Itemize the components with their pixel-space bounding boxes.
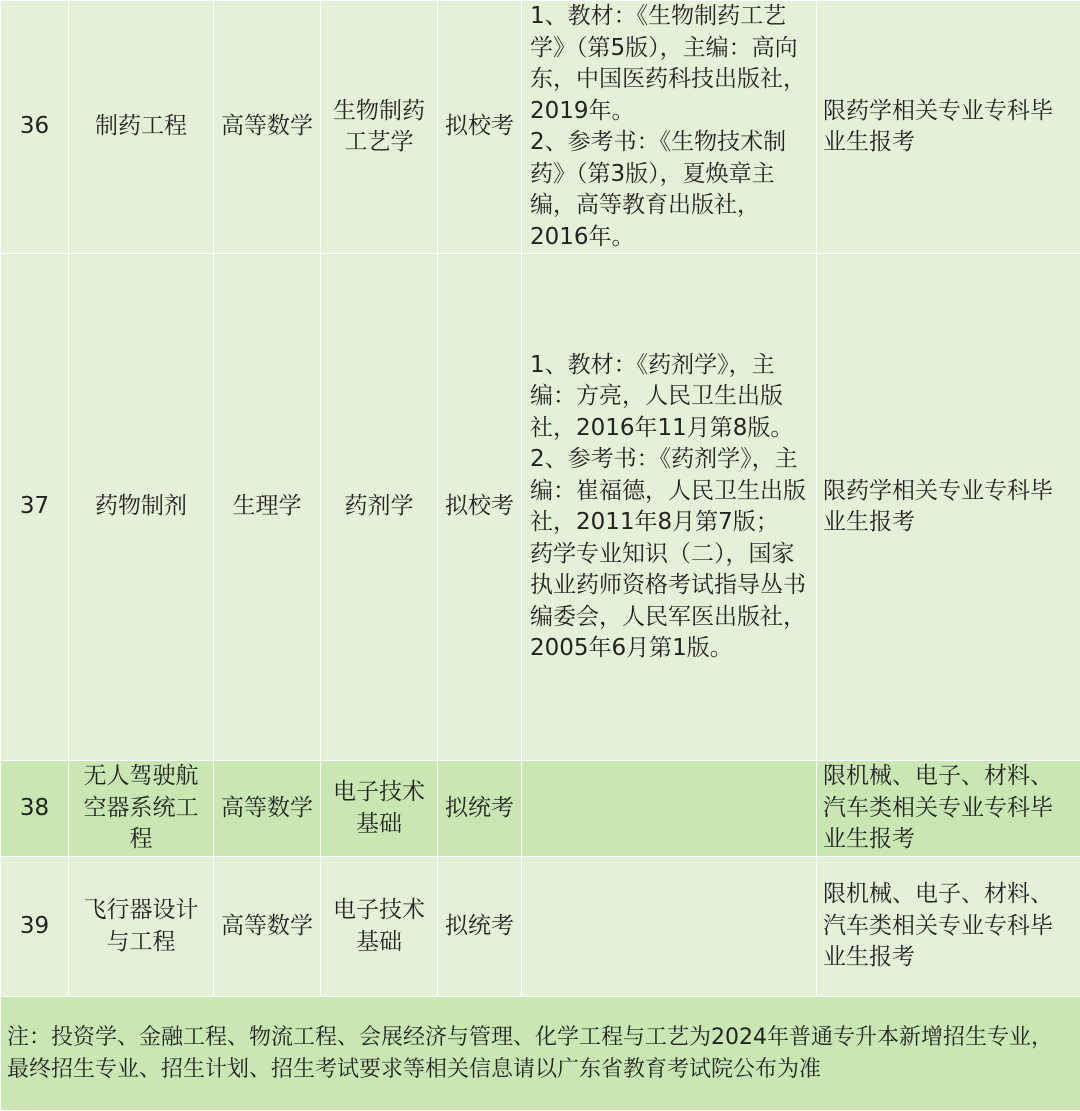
exam-subject-1: 生理学 — [214, 254, 321, 761]
table-row — [1, 254, 1080, 761]
exam-subject-2: 电子技术基础 — [321, 761, 438, 857]
applicant-requirement: 限药学相关专业专科毕业生报考 — [817, 254, 1080, 761]
exam-type: 拟统考 — [438, 857, 522, 997]
exam-type: 拟统考 — [438, 761, 522, 857]
row-number: 39 — [1, 857, 69, 997]
major-name: 制药工程 — [69, 1, 214, 254]
footnote: 注：投资学、金融工程、物流工程、会展经济与管理、化学工程与工艺为2024年普通专升本新增招生专业，最终招生专业、招生计划、招生考试要求等相关信息请以广东省教育考试院公布为准 — [1, 997, 1080, 1111]
row-number: 38 — [1, 761, 69, 857]
reference-books — [522, 761, 817, 857]
row-number: 36 — [1, 1, 69, 254]
applicant-requirement: 限药学相关专业专科毕业生报考 — [817, 1, 1080, 254]
exam-subject-1: 高等数学 — [214, 1, 321, 254]
table-row — [1, 857, 1080, 997]
table-row — [1, 761, 1080, 857]
applicant-requirement: 限机械、电子、材料、汽车类相关专业专科毕业生报考 — [817, 761, 1080, 857]
note-row — [1, 997, 1080, 1111]
exam-type: 拟校考 — [438, 1, 522, 254]
exam-subject-2: 生物制药工艺学 — [321, 1, 438, 254]
major-name: 无人驾驶航空器系统工程 — [69, 761, 214, 857]
reference-books: 1、教材：《药剂学》，主编：方亮，人民卫生出版社，2016年11月第8版。 2、参考书：《药剂学》，主编：崔福德，人民卫生出版社，2011年8月第7版； 药学专业知识（二），国家执业药师资格考试指导丛书编委会，人民军医出版社，2005年6月第1版。 — [522, 254, 817, 761]
exam-subject-2: 电子技术基础 — [321, 857, 438, 997]
exam-subject-2: 药剂学 — [321, 254, 438, 761]
applicant-requirement: 限机械、电子、材料、汽车类相关专业专科毕业生报考 — [817, 857, 1080, 997]
major-name: 飞行器设计与工程 — [69, 857, 214, 997]
reference-books — [522, 857, 817, 997]
exam-type: 拟校考 — [438, 254, 522, 761]
exam-subject-1: 高等数学 — [214, 761, 321, 857]
table-row — [1, 1, 1080, 254]
exam-subject-1: 高等数学 — [214, 857, 321, 997]
row-number: 37 — [1, 254, 69, 761]
major-name: 药物制剂 — [69, 254, 214, 761]
reference-books: 1、教材：《生物制药工艺学》（第5版），主编：高向东，中国医药科技出版社， 2019年。 2、参考书：《生物技术制药》（第3版），夏焕章主编，高等教育出版社，2016年。 — [522, 1, 817, 254]
